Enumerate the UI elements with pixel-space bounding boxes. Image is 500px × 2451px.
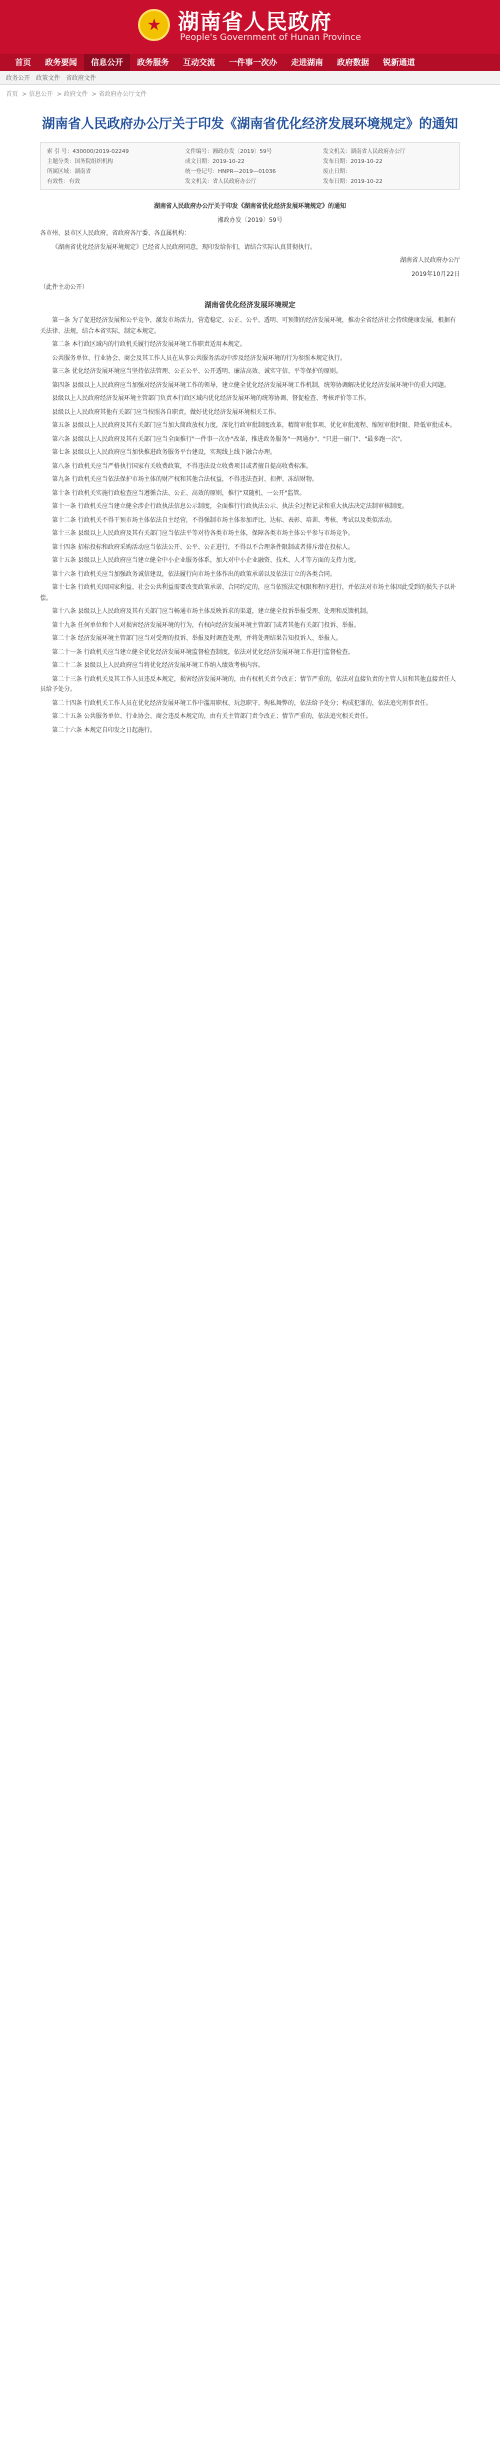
article-paragraph: 第二十条 经济发展环境主管部门应当对受理的投诉、举报及时调查处理，并将处理结果告知投诉人、举报人。 <box>52 635 342 642</box>
subnav-item-public[interactable]: 政务公开 <box>6 75 31 82</box>
doc-body <box>40 202 460 736</box>
meta-field: 发文机关：湖南省人民政府办公厅 <box>323 149 406 155</box>
subnav-item-policy[interactable]: 政策文件 <box>36 75 61 82</box>
site-subtitle: People's Government of Hunan Province <box>180 33 361 43</box>
sub-nav <box>0 71 500 85</box>
site-title: 湖南省人民政府 <box>178 9 332 34</box>
doc-number: 湘政办发〔2019〕59号 <box>217 216 283 224</box>
article-paragraph: 第二十二条 县级以上人民政府应当将优化经济发展环境工作纳入绩效考核内容。 <box>52 662 264 669</box>
doc-header-title: 湖南省人民政府办公厅关于印发《湖南省优化经济发展环境规定》的通知 <box>153 203 346 210</box>
nav-item-channel[interactable]: 锐新通道 <box>383 58 415 67</box>
site-header <box>0 0 500 54</box>
article-paragraph: 第十四条 招标投标和政府采购活动应当依法公开、公平、公正进行，不得以不合理条件限制或者排斥潜在投标人。 <box>52 543 354 551</box>
article-paragraph: 公共服务单位、行业协会、商会及其工作人员在从事公共服务活动中涉及经济发展环境的行为参照本规定执行。 <box>52 354 347 362</box>
article-paragraph: 第四条 县级以上人民政府应当加强对经济发展环境工作的领导，建立健全优化经济发展环境工作机制，统筹协调解决优化经济发展环境中的重大问题。 <box>52 381 450 389</box>
meta-field: 统一登记号：HNPR—2019—01036 <box>185 169 276 175</box>
article-paragraph: 第九条 行政机关应当依法保护市场主体的财产权和其他合法权益，不得违法查封、扣押、冻结财物。 <box>52 476 318 483</box>
breadcrumb-item[interactable]: 省政府办公厅文件 <box>98 91 147 98</box>
meta-field: 成文日期：2019-10-22 <box>185 159 245 165</box>
article-paragraph: 第二条 本行政区域内的行政机关履行经济发展环境工作职责适用本规定。 <box>52 341 246 348</box>
article-paragraph: 第十五条 县级以上人民政府应当建立健全中小企业服务体系，加大对中小企业融资、技术、人才等方面的支持力度。 <box>52 557 360 564</box>
nav-item-about-hunan[interactable]: 走进湖南 <box>291 58 323 67</box>
article-paragraph: 第三条 优化经济发展环境应当坚持依法管理、公正公平、公开透明、廉洁高效、诚实守信、平等保护的原则。 <box>52 368 342 375</box>
meta-field: 所属区域：湖南省 <box>47 169 92 175</box>
breadcrumb-item[interactable]: 政府文件 <box>63 91 88 98</box>
nav-item-interaction[interactable]: 互动交流 <box>183 58 215 67</box>
article-paragraph: 第七条 县级以上人民政府应当加快推进政务服务平台建设，实现线上线下融合办理。 <box>52 449 276 456</box>
nav-item-home[interactable]: 首页 <box>15 58 31 67</box>
doc-meta <box>40 142 460 190</box>
nav-item-services[interactable]: 政务服务 <box>137 58 169 67</box>
regulation-title: 湖南省优化经济发展环境规定 <box>204 300 296 309</box>
article-paragraph: 第十八条 县级以上人民政府及其有关部门应当畅通市场主体反映诉求的渠道，建立健全投诉举报受理、处理和反馈机制。 <box>52 608 372 615</box>
national-emblem-icon <box>138 9 170 41</box>
nav-item-one-stop[interactable]: 一件事一次办 <box>229 58 277 67</box>
signer: 湖南省人民政府办公厅 <box>399 257 460 264</box>
article-paragraph: 第八条 行政机关应当严格执行国家有关收费政策，不得违法设立收费项目或者擅自提高收费标准。 <box>52 462 312 470</box>
meta-field: 发布日期：2019-10-22 <box>323 179 383 185</box>
nav-item-news[interactable]: 政务要闻 <box>45 58 77 67</box>
meta-field: 废止日期： <box>323 169 351 175</box>
nav-item-data[interactable]: 政府数据 <box>337 58 369 67</box>
breadcrumb-item[interactable]: 信息公开 <box>28 91 53 98</box>
page-title: 湖南省人民政府办公厅关于印发《湖南省优化经济发展环境规定》的通知 <box>41 117 458 132</box>
article-paragraph: 第十三条 县级以上人民政府及其有关部门应当依法平等对待各类市场主体，保障各类市场主体公平参与市场竞争。 <box>52 530 354 537</box>
article-paragraph: 第十七条 行政机关因国家利益、社会公共利益需要改变政策承诺、合同约定的，应当依照法定权限和程序进行，并依法对市场主体因此受到的损失予以补偿。 <box>40 584 456 602</box>
main-nav <box>0 54 500 71</box>
intro-paragraph: 《湖南省优化经济发展环境规定》已经省人民政府同意，现印发给你们，请结合实际认真贯彻执行。 <box>52 243 317 251</box>
article-paragraph: 第十一条 行政机关应当建立健全涉企行政执法信息公示制度，全面推行行政执法公示、执法全过程记录和重大执法决定法制审核制度。 <box>52 503 408 510</box>
article-paragraph: 第二十三条 行政机关及其工作人员违反本规定，损害经济发展环境的，由有权机关责令改正；情节严重的，依法对直接负责的主管人员和其他直接责任人员给予处分。 <box>40 675 456 693</box>
nav-item-info-public[interactable]: 信息公开 <box>84 54 130 71</box>
article-paragraph: 第二十一条 行政机关应当建立健全优化经济发展环境监督检查制度，依法对优化经济发展环境工作进行监督检查。 <box>52 648 354 656</box>
article-paragraph: 第二十五条 公共服务单位、行业协会、商会违反本规定的，由有关主管部门责令改正；情节严重的，依法追究相关责任。 <box>52 713 372 720</box>
meta-field: 文件编号：湘政办发〔2019〕59号 <box>185 149 272 155</box>
article-paragraph: 第六条 县级以上人民政府及其有关部门应当全面推行"一件事一次办"改革，推进政务服务"一网通办"、"只进一扇门"、"最多跑一次"。 <box>52 435 406 443</box>
article <box>40 116 460 736</box>
salutation: 各市州、县市区人民政府，省政府各厅委、各直属机构： <box>40 230 191 237</box>
regulation-articles <box>40 316 460 736</box>
article-paragraph: 第十条 行政机关实施行政检查应当遵循合法、公正、高效的原则，推行"双随机、一公开"监管。 <box>52 489 306 497</box>
article-paragraph: 第二十四条 行政机关工作人员在优化经济发展环境工作中滥用职权、玩忽职守、徇私舞弊的，依法给予处分；构成犯罪的，依法追究刑事责任。 <box>52 699 432 707</box>
meta-field: 发布日期：2019-10-22 <box>323 159 383 165</box>
breadcrumb: 首页 > 信息公开 > 政府文件 > 省政府办公厅文件 <box>6 91 147 98</box>
subnav-item-gov-docs[interactable]: 省政府文件 <box>66 75 97 82</box>
article-paragraph: 第五条 县级以上人民政府及其有关部门应当加大简政放权力度，深化行政审批制度改革，精简审批事项、优化审批流程、缩短审批时限、降低审批成本。 <box>52 422 456 429</box>
article-paragraph: 第十二条 行政机关不得干预市场主体依法自主经营，不得强制市场主体参加评比、达标、表彰、培训、考核、考试以及类似活动。 <box>52 516 396 524</box>
article-paragraph: 第一条 为了促进经济发展和公平竞争，激发市场活力，营造稳定、公正、公平、透明、可预期的经济发展环境，推动全省经济社会持续健康发展，根据有关法律、法规，结合本省实际，制定本规定。 <box>40 317 456 335</box>
meta-field: 发文机关：省人民政府办公厅 <box>185 179 257 185</box>
breadcrumb-item[interactable]: 首页 <box>6 91 19 98</box>
article-paragraph: 县级以上人民政府经济发展环境主管部门负责本行政区域内优化经济发展环境的统筹协调、督促检查、考核评价等工作。 <box>52 395 371 402</box>
doc-date: 2019年10月22日 <box>411 270 460 278</box>
meta-field: 有效性：有效 <box>47 179 81 185</box>
article-paragraph: 第十九条 任何单位和个人对损害经济发展环境的行为，有权向经济发展环境主管部门或者其他有关部门投诉、举报。 <box>52 621 360 629</box>
meta-field: 主题分类：国务院组织机构 <box>47 159 114 165</box>
public-note: （此件主动公开） <box>40 284 89 291</box>
article-paragraph: 县级以上人民政府其他有关部门应当按照各自职责，做好优化经济发展环境相关工作。 <box>52 408 281 416</box>
article-paragraph: 第十六条 行政机关应当加强政务诚信建设，依法履行向市场主体作出的政策承诺以及依法订立的各类合同。 <box>52 570 336 578</box>
meta-field: 索 引 号：430000/2019-02249 <box>47 149 129 155</box>
article-paragraph: 第二十六条 本规定自印发之日起施行。 <box>52 726 156 734</box>
